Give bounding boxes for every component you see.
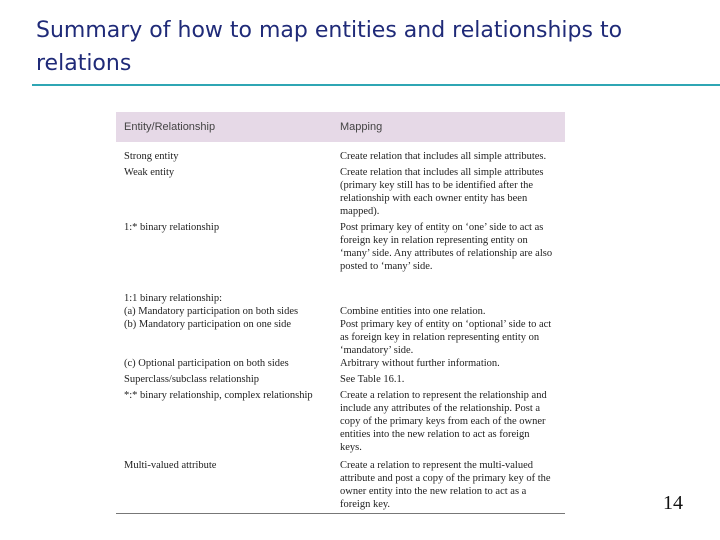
entity-cell: Multi-valued attribute	[124, 460, 217, 471]
entity-cell: Superclass/subclass relationship	[124, 374, 260, 385]
table-row	[116, 357, 565, 370]
table-bottom-rule	[116, 513, 565, 514]
entity-cell: *:* binary relationship, complex relationship	[124, 390, 313, 401]
mapping-cell: Create relation that includes all simple attributes (primary key still has to be identified after the relationship with each owner entity has been mapped).	[340, 167, 544, 217]
entity-cell: 1:1 binary relationship:	[124, 293, 222, 304]
mapping-cell: Create a relation to represent the relationship and include any attributes of the relationship. Post a copy of the primary keys from each of the owner entities into the new relation to act as foreign keys.	[340, 390, 547, 453]
mapping-cell: Create a relation to represent the multi-valued attribute and post a copy of the primary key of the owner entity into the new relation to act as a foreign key.	[340, 460, 551, 510]
slide-title: Summary of how to map entities and relationships to relations	[36, 18, 623, 76]
table-row	[116, 150, 565, 163]
table-row	[116, 389, 565, 454]
mapping-cell: Create relation that includes all simple attributes.	[340, 151, 547, 162]
header-mapping: Mapping	[340, 121, 383, 133]
title-underline	[32, 84, 720, 86]
table-row	[116, 373, 565, 386]
entity-cell: (a) Mandatory participation on both sides	[124, 306, 299, 317]
mapping-cell: Post primary key of entity on ‘one’ side to act as foreign key in relation representing entity on ‘many’ side. Any attributes of relationship are also posted to ‘many’ side.	[340, 222, 553, 272]
table-row	[116, 292, 565, 305]
table-row	[116, 221, 565, 273]
entity-cell: Strong entity	[124, 151, 179, 162]
entity-cell: (b) Mandatory participation on one side	[124, 319, 292, 330]
header-entity-relationship: Entity/Relationship	[124, 121, 216, 133]
mapping-cell: Arbitrary without further information.	[340, 358, 500, 369]
mapping-table	[116, 112, 565, 511]
mapping-cell	[333, 292, 553, 305]
mapping-cell: Post primary key of entity on ‘optional’ side to act as foreign key in relation representing entity on ‘mandatory’ side.	[340, 319, 552, 356]
entity-cell: (c) Optional participation on both sides	[124, 358, 289, 369]
entity-cell: 1:* binary relationship	[124, 222, 220, 233]
table-row	[116, 166, 565, 218]
mapping-cell: See Table 16.1.	[340, 374, 405, 385]
table-row	[116, 459, 565, 511]
table-row	[116, 305, 565, 318]
table-header	[116, 112, 565, 142]
mapping-cell: Combine entities into one relation.	[340, 306, 486, 317]
entity-cell: Weak entity	[124, 167, 175, 178]
page-number: 14	[663, 492, 683, 514]
table-row	[116, 318, 565, 357]
